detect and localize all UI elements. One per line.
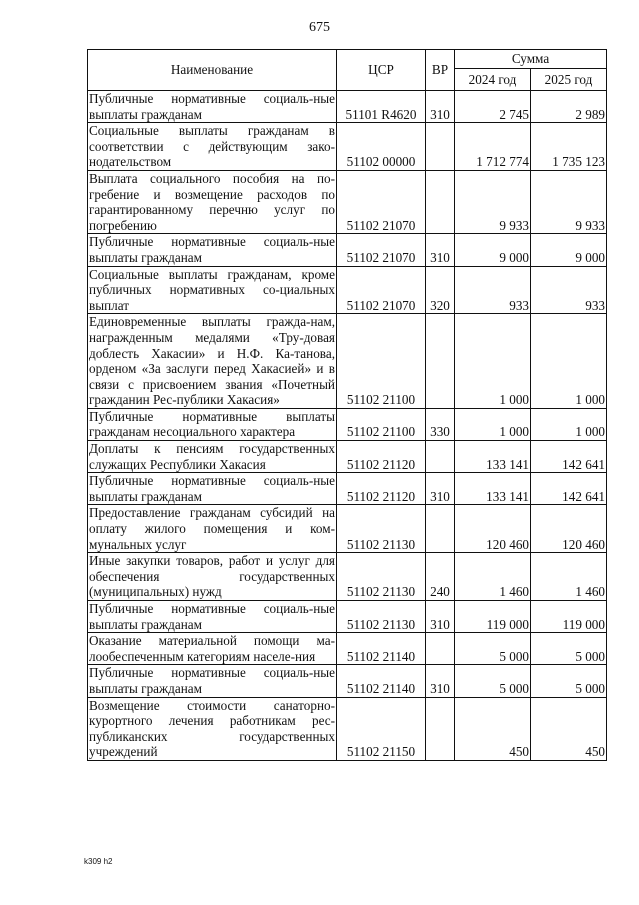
header-2025: 2025 год — [531, 69, 607, 91]
cell-csr: 51102 21120 — [337, 441, 426, 473]
cell-vr — [426, 314, 455, 409]
cell-name: Публичные нормативные выплаты гражданам несоциального характера — [89, 408, 335, 440]
cell-2025: 5 000 — [531, 633, 607, 665]
table-row — [88, 170, 607, 233]
cell-name: Предоставление гражданам субсидий на оплату жилого помещения и ком-мунальных услуг — [89, 505, 335, 552]
cell-name: Выплата социального пособия на по-гребение и возмещение расходов по гарантированному перечню услуг по погребению — [89, 170, 335, 233]
table-row — [88, 441, 607, 473]
cell-2025: 5 000 — [531, 665, 607, 697]
footer-code: k309 h2 — [84, 857, 113, 866]
cell-2024: 120 460 — [455, 505, 531, 553]
cell-vr — [426, 505, 455, 553]
header-sum: Сумма — [455, 50, 607, 69]
cell-2024: 5 000 — [455, 665, 531, 697]
cell-2025: 142 641 — [531, 473, 607, 505]
cell-2024: 933 — [455, 266, 531, 314]
cell-2024: 5 000 — [455, 633, 531, 665]
cell-2025: 1 000 — [531, 314, 607, 409]
cell-2025: 1 460 — [531, 553, 607, 601]
cell-vr — [426, 697, 455, 760]
table-row — [88, 123, 607, 171]
table-row — [88, 505, 607, 553]
cell-vr — [426, 170, 455, 233]
table-row — [88, 234, 607, 266]
cell-vr: 310 — [426, 665, 455, 697]
cell-csr: 51102 21070 — [337, 234, 426, 266]
cell-name: Доплаты к пенсиям государственных служащих Республики Хакасия — [89, 441, 335, 472]
header-csr: ЦСР — [337, 50, 426, 91]
cell-name: Социальные выплаты гражданам, кроме публичных нормативных со-циальных выплат — [89, 266, 335, 313]
cell-csr: 51102 21120 — [337, 473, 426, 505]
table-row — [88, 633, 607, 665]
cell-vr: 330 — [426, 408, 455, 440]
cell-vr: 310 — [426, 91, 455, 123]
cell-vr: 310 — [426, 601, 455, 633]
cell-vr — [426, 123, 455, 171]
table-row — [88, 697, 607, 760]
table-row — [88, 601, 607, 633]
table-body — [88, 91, 607, 761]
cell-2024: 450 — [455, 697, 531, 760]
cell-name: Единовременные выплаты гражда-нам, награжденным медалями «Тру-довая доблесть Хакасии» и Н.Ф. Ка-танова, орденом «За заслуги перед Хакасией» и в связи с присвоением звания «Почетный гражданин Рес-публики Хакасия» — [89, 314, 335, 408]
table-row — [88, 91, 607, 123]
cell-name: Возмещение стоимости санаторно-курортного лечения работникам рес-публиканских государственных учреждений — [89, 697, 335, 760]
table-row — [88, 473, 607, 505]
table-row — [88, 408, 607, 440]
cell-name: Оказание материальной помощи ма-лообеспеченным категориям населе-ния — [89, 633, 335, 664]
table-row — [88, 314, 607, 409]
cell-2025: 120 460 — [531, 505, 607, 553]
cell-csr: 51102 00000 — [337, 123, 426, 171]
cell-name: Публичные нормативные социаль-ные выплаты гражданам — [89, 601, 335, 632]
cell-2024: 1 460 — [455, 553, 531, 601]
cell-2024: 133 141 — [455, 441, 531, 473]
cell-csr: 51102 21070 — [337, 170, 426, 233]
cell-name: Публичные нормативные социаль-ные выплаты гражданам — [89, 473, 335, 504]
cell-2024: 119 000 — [455, 601, 531, 633]
cell-csr: 51102 21140 — [337, 665, 426, 697]
cell-2025: 9 933 — [531, 170, 607, 233]
cell-2024: 9 933 — [455, 170, 531, 233]
cell-csr: 51102 21070 — [337, 266, 426, 314]
cell-2025: 142 641 — [531, 441, 607, 473]
cell-name: Публичные нормативные социаль-ные выплаты гражданам — [89, 665, 335, 696]
cell-vr: 240 — [426, 553, 455, 601]
cell-csr: 51102 21100 — [337, 408, 426, 440]
cell-vr — [426, 633, 455, 665]
cell-2024: 1 000 — [455, 408, 531, 440]
cell-csr: 51102 21130 — [337, 601, 426, 633]
cell-csr: 51102 21130 — [337, 505, 426, 553]
cell-2024: 1 712 774 — [455, 123, 531, 171]
header-vr: ВР — [426, 50, 455, 91]
cell-csr: 51102 21100 — [337, 314, 426, 409]
cell-2024: 1 000 — [455, 314, 531, 409]
budget-table — [87, 49, 607, 761]
cell-2025: 1 735 123 — [531, 123, 607, 171]
cell-vr — [426, 441, 455, 473]
cell-2025: 9 000 — [531, 234, 607, 266]
cell-csr: 51102 21130 — [337, 553, 426, 601]
header-name: Наименование — [88, 50, 337, 91]
cell-csr: 51101 R4620 — [337, 91, 426, 123]
cell-name: Иные закупки товаров, работ и услуг для обеспечения государственных (муниципальных) нужд — [89, 553, 335, 600]
cell-csr: 51102 21150 — [337, 697, 426, 760]
cell-2025: 2 989 — [531, 91, 607, 123]
cell-name: Публичные нормативные социаль-ные выплаты гражданам — [89, 91, 335, 122]
cell-2024: 9 000 — [455, 234, 531, 266]
table-row — [88, 266, 607, 314]
cell-2025: 450 — [531, 697, 607, 760]
cell-name: Публичные нормативные социаль-ные выплаты гражданам — [89, 234, 335, 265]
cell-vr: 310 — [426, 473, 455, 505]
table-row — [88, 553, 607, 601]
page-number: 675 — [309, 20, 330, 35]
header-2024: 2024 год — [455, 69, 531, 91]
cell-name: Социальные выплаты гражданам в соответствии с действующим зако-нодательством — [89, 123, 335, 170]
table-row — [88, 665, 607, 697]
cell-2025: 933 — [531, 266, 607, 314]
cell-csr: 51102 21140 — [337, 633, 426, 665]
cell-2024: 133 141 — [455, 473, 531, 505]
cell-2024: 2 745 — [455, 91, 531, 123]
cell-2025: 1 000 — [531, 408, 607, 440]
cell-vr: 320 — [426, 266, 455, 314]
cell-2025: 119 000 — [531, 601, 607, 633]
cell-vr: 310 — [426, 234, 455, 266]
